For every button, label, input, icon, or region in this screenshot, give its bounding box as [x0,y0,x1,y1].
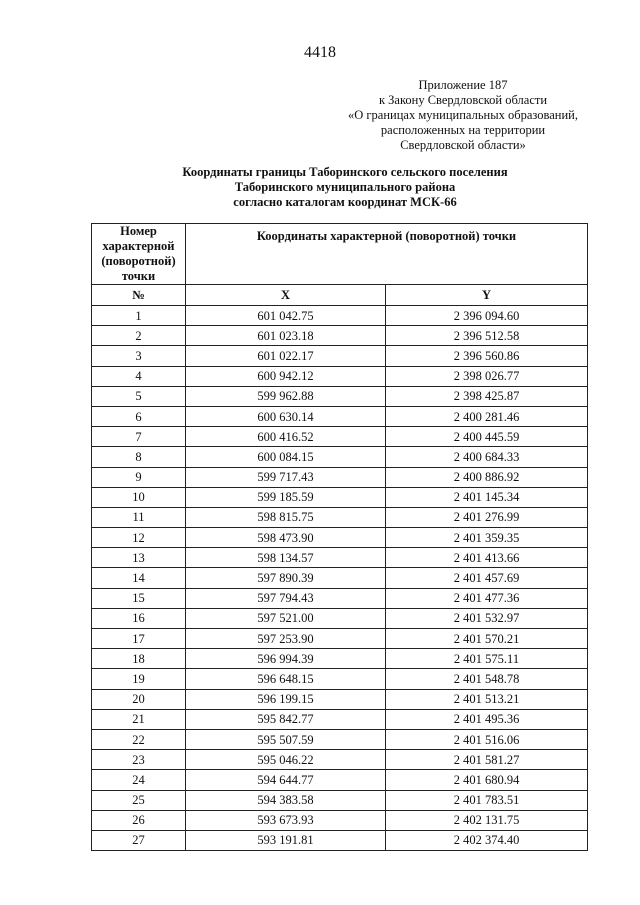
title-line: Таборинского муниципального района [234,180,456,194]
y-coordinate-cell: 2 401 570.21 [386,629,588,649]
point-number-cell: 21 [92,709,186,729]
y-coordinate-cell: 2 401 276.99 [386,507,588,527]
y-coordinate-cell: 2 401 516.06 [386,729,588,749]
x-coordinate-cell: 598 134.57 [186,548,386,568]
point-number-cell: 10 [92,487,186,507]
point-number-cell: 15 [92,588,186,608]
point-number-cell: 4 [92,366,186,386]
y-coordinate-cell: 2 398 425.87 [386,386,588,406]
y-coordinate-cell: 2 401 495.36 [386,709,588,729]
table-row [92,689,588,709]
point-number-cell: 24 [92,770,186,790]
x-coordinate-cell: 595 842.77 [186,709,386,729]
table-row [92,507,588,527]
point-number-cell: 23 [92,750,186,770]
x-coordinate-cell: 599 717.43 [186,467,386,487]
table-row [92,608,588,628]
x-coordinate-cell: 594 383.58 [186,790,386,810]
table-row [92,427,588,447]
table-row [92,366,588,386]
title-line: Координаты границы Таборинского сельского поселения [182,165,508,179]
x-coordinate-cell: 596 994.39 [186,649,386,669]
point-number-cell: 17 [92,629,186,649]
point-number-cell: 16 [92,608,186,628]
point-number-cell: 7 [92,427,186,447]
appendix-line: к Закону Свердловской области [378,93,548,107]
point-number-cell: 13 [92,548,186,568]
coordinates-header: Координаты характерной (поворотной) точки [186,224,588,285]
table-row [92,649,588,669]
table-row [92,406,588,426]
x-coordinate-cell: 593 673.93 [186,810,386,830]
x-coordinate-cell: 597 794.43 [186,588,386,608]
appendix-line: расположенных на территории [380,123,546,137]
point-number-cell: 12 [92,528,186,548]
y-coordinate-cell: 2 401 359.35 [386,528,588,548]
point-number-cell: 14 [92,568,186,588]
x-coordinate-cell: 600 942.12 [186,366,386,386]
x-coordinate-cell: 596 648.15 [186,669,386,689]
number-subheader: № [92,285,186,306]
table-row [92,346,588,366]
point-number-cell: 3 [92,346,186,366]
appendix-line: «О границах муниципальных образований, [348,108,578,122]
point-number-cell: 26 [92,810,186,830]
x-coordinate-cell: 594 644.77 [186,770,386,790]
point-number-cell: 5 [92,386,186,406]
y-coordinate-cell: 2 401 457.69 [386,568,588,588]
table-body [92,306,588,851]
table-row [92,629,588,649]
coordinates-table [91,223,588,851]
y-coordinate-cell: 2 400 281.46 [386,406,588,426]
y-coordinate-cell: 2 401 783.51 [386,790,588,810]
y-coordinate-cell: 2 400 445.59 [386,427,588,447]
x-coordinate-cell: 601 022.17 [186,346,386,366]
y-coordinate-cell: 2 401 532.97 [386,608,588,628]
y-coordinate-cell: 2 396 560.86 [386,346,588,366]
x-coordinate-cell: 600 630.14 [186,406,386,426]
header-line: точки [121,269,156,283]
table-row [92,830,588,850]
x-coordinate-cell: 597 521.00 [186,608,386,628]
table-row [92,810,588,830]
y-coordinate-cell: 2 402 374.40 [386,830,588,850]
table-row [92,386,588,406]
x-coordinate-cell: 599 962.88 [186,386,386,406]
y-coordinate-cell: 2 400 886.92 [386,467,588,487]
y-coordinate-cell: 2 401 575.11 [386,649,588,669]
x-coordinate-cell: 597 890.39 [186,568,386,588]
x-coordinate-cell: 600 416.52 [186,427,386,447]
point-number-cell: 11 [92,507,186,527]
table-row [92,790,588,810]
y-coordinate-cell: 2 398 026.77 [386,366,588,386]
table-row [92,669,588,689]
point-number-cell: 6 [92,406,186,426]
point-number-cell: 18 [92,649,186,669]
table-row [92,709,588,729]
header-line: (поворотной) [101,254,176,268]
table-row [92,447,588,467]
y-coordinate-cell: 2 401 145.34 [386,487,588,507]
x-coordinate-cell: 601 042.75 [186,306,386,326]
y-coordinate-cell: 2 401 680.94 [386,770,588,790]
table-row [92,729,588,749]
table-row [92,548,588,568]
point-number-header [92,224,186,285]
appendix-line: Приложение 187 [418,78,508,92]
y-coordinate-cell: 2 401 581.27 [386,750,588,770]
point-number-cell: 20 [92,689,186,709]
y-coordinate-cell: 2 402 131.75 [386,810,588,830]
x-coordinate-cell: 595 507.59 [186,729,386,749]
point-number-cell: 25 [92,790,186,810]
document-title [0,165,640,210]
table-row [92,487,588,507]
point-number-cell: 1 [92,306,186,326]
table-row [92,326,588,346]
y-coordinate-cell: 2 401 413.66 [386,548,588,568]
x-coordinate-cell: 593 191.81 [186,830,386,850]
appendix-note [330,78,596,153]
x-coordinate-cell: 596 199.15 [186,689,386,709]
point-number-cell: 22 [92,729,186,749]
page-number: 4418 [304,44,336,61]
y-coordinate-cell: 2 396 512.58 [386,326,588,346]
title-line: согласно каталогам координат МСК-66 [233,195,457,209]
x-coordinate-cell: 598 473.90 [186,528,386,548]
header-line: Номер [120,224,157,238]
y-coordinate-cell: 2 401 477.36 [386,588,588,608]
point-number-cell: 27 [92,830,186,850]
point-number-cell: 2 [92,326,186,346]
x-coordinate-cell: 601 023.18 [186,326,386,346]
table-row [92,588,588,608]
y-coordinate-cell: 2 396 094.60 [386,306,588,326]
x-coordinate-cell: 597 253.90 [186,629,386,649]
x-coordinate-cell: 598 815.75 [186,507,386,527]
appendix-line: Свердловской области» [400,138,526,152]
table-row [92,306,588,326]
table-row [92,770,588,790]
y-coordinate-cell: 2 401 513.21 [386,689,588,709]
table-row [92,528,588,548]
table-row [92,750,588,770]
x-subheader: X [186,285,386,306]
table-row [92,467,588,487]
x-coordinate-cell: 595 046.22 [186,750,386,770]
point-number-cell: 8 [92,447,186,467]
table-row [92,568,588,588]
y-coordinate-cell: 2 401 548.78 [386,669,588,689]
y-coordinate-cell: 2 400 684.33 [386,447,588,467]
point-number-cell: 19 [92,669,186,689]
point-number-cell: 9 [92,467,186,487]
y-subheader: Y [386,285,588,306]
header-line: характерной [102,239,175,253]
x-coordinate-cell: 599 185.59 [186,487,386,507]
x-coordinate-cell: 600 084.15 [186,447,386,467]
